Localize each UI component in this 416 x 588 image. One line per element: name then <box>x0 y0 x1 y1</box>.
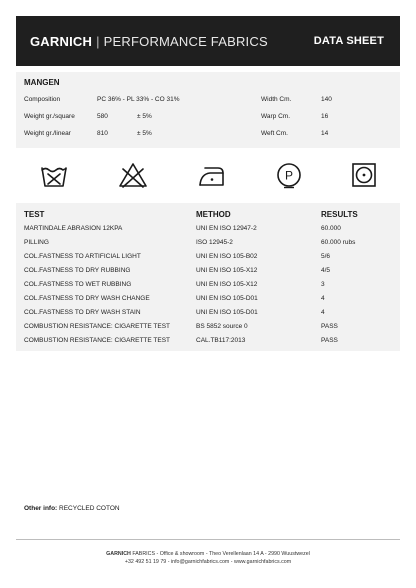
table-row <box>24 337 396 350</box>
brand-name: GARNICH <box>30 34 93 49</box>
fabric-spec-panel <box>16 72 400 148</box>
spec-row-composition <box>24 96 394 108</box>
wash-40-icon <box>39 160 69 190</box>
spec-value-2: 16 <box>321 113 329 120</box>
fabric-name: MANGEN <box>24 78 60 87</box>
spec-value: 810 <box>97 130 108 137</box>
test-result: 4 <box>321 309 325 316</box>
test-name: COL.FASTNESS TO DRY RUBBING <box>24 267 131 274</box>
brand-subtitle: PERFORMANCE FABRICS <box>103 34 268 49</box>
test-results-table <box>16 203 400 351</box>
test-method: ISO 12945-2 <box>196 239 233 246</box>
other-info-label: Other info: <box>24 505 58 512</box>
test-name: PILLING <box>24 239 49 246</box>
test-name: COL.FASTNESS TO ARTIFICIAL LIGHT <box>24 253 141 260</box>
spec-label: Composition <box>24 96 61 103</box>
spec-tolerance: ± 5% <box>137 113 152 120</box>
test-name: COL.FASTNESS TO DRY WASH CHANGE <box>24 295 150 302</box>
test-name: COMBUSTION RESISTANCE: CIGARETTE TEST <box>24 337 171 344</box>
care-icons-row <box>16 158 400 194</box>
header-bar <box>16 16 400 66</box>
test-name: COL.FASTNESS TO WET RUBBING <box>24 281 132 288</box>
footer-brand: GARNICH <box>106 551 131 557</box>
iron-low-icon <box>196 160 226 190</box>
table-row <box>24 309 396 322</box>
svg-text:P: P <box>284 168 294 183</box>
test-name: COMBUSTION RESISTANCE: CIGARETTE TEST <box>24 323 171 330</box>
test-name: COL.FASTNESS TO DRY WASH STAIN <box>24 309 141 316</box>
table-row <box>24 239 396 252</box>
test-result: 3 <box>321 281 325 288</box>
test-method: UNI EN ISO 12947-2 <box>196 225 257 232</box>
column-header-test: TEST <box>24 210 45 219</box>
spec-row-weight-square <box>24 113 394 125</box>
spec-value: 580 <box>97 113 108 120</box>
document-type: DATA SHEET <box>313 35 384 47</box>
spec-value: PC 36% - PL 33% - CO 31% <box>97 96 180 103</box>
spec-value-2: 14 <box>321 130 329 137</box>
test-method: UNI EN ISO 105-D01 <box>196 295 258 302</box>
test-method: BS 5852 source 0 <box>196 323 248 330</box>
test-method: UNI EN ISO 105-B02 <box>196 253 258 260</box>
table-row <box>24 267 396 280</box>
test-method: UNI EN ISO 105-X12 <box>196 281 258 288</box>
table-row <box>24 323 396 336</box>
test-result: 4/5 <box>321 267 331 274</box>
spec-label-2: Warp Cm. <box>261 113 291 120</box>
do-not-bleach-icon <box>118 160 148 190</box>
other-info <box>24 505 120 512</box>
table-row <box>24 281 396 294</box>
table-row <box>24 253 396 266</box>
tumble-dry-icon <box>349 160 379 190</box>
spec-value-2: 140 <box>321 96 332 103</box>
footer-address <box>0 551 416 557</box>
test-result: 60.000 <box>321 225 341 232</box>
test-method: UNI EN ISO 105-D01 <box>196 309 258 316</box>
other-info-value: RECYCLED COTON <box>59 505 120 512</box>
spec-label: Weight gr./square <box>24 113 75 120</box>
test-result: PASS <box>321 323 338 330</box>
footer-divider <box>16 539 400 540</box>
table-row <box>24 225 396 238</box>
test-result: 60.000 rubs <box>321 239 356 246</box>
test-name: MARTINDALE ABRASION 12KPA <box>24 225 123 232</box>
test-method: CAL.TB117:2013 <box>196 337 246 344</box>
spec-label-2: Width Cm. <box>261 96 292 103</box>
test-result: 4 <box>321 295 325 302</box>
spec-tolerance: ± 5% <box>137 130 152 137</box>
column-header-results: RESULTS <box>321 210 358 219</box>
brand-title <box>30 34 268 49</box>
test-method: UNI EN ISO 105-X12 <box>196 267 258 274</box>
footer-contact: +32 492 51 19 79 - info@garnichfabrics.com - www.garnichfabrics.com <box>124 559 292 565</box>
spec-label: Weight gr./linear <box>24 130 71 137</box>
spec-row-weight-linear <box>24 130 394 142</box>
test-result: 5/6 <box>321 253 331 260</box>
footer-address-text: FABRICS - Office & showroom - Theo Verellenlaan 14 A - 2990 Wuustwezel <box>132 551 310 557</box>
test-result: PASS <box>321 337 338 344</box>
column-header-method: METHOD <box>196 210 231 219</box>
spec-label-2: Weft Cm. <box>261 130 288 137</box>
dry-clean-p-icon <box>274 160 304 190</box>
brand-separator: | <box>96 34 100 49</box>
table-row <box>24 295 396 308</box>
